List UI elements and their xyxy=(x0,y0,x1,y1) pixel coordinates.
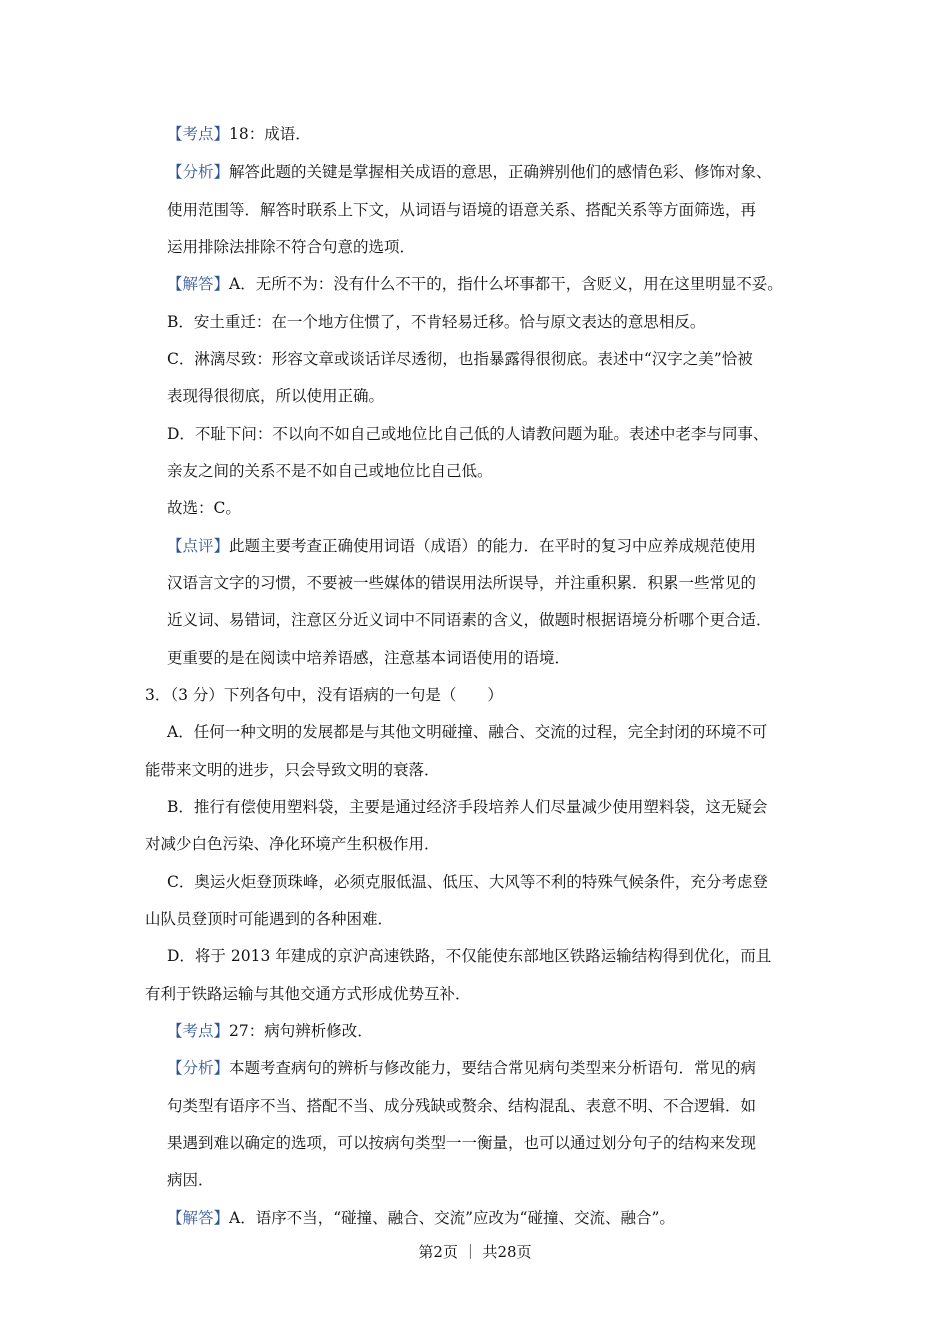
line-text: 对减少白色污染、净化环境产生积极作用． xyxy=(145,835,440,853)
line-text: 句类型有语序不当、搭配不当、成分残缺或赘余、结构混乱、表意不明、不合逻辑．如 xyxy=(167,1097,757,1115)
line-text: 果遇到难以确定的选项，可以按病句类型一一衡量，也可以通过划分句子的结构来发现 xyxy=(167,1134,757,1152)
text-line xyxy=(167,236,415,258)
page-footer: 第2页 ｜ 共28页 xyxy=(418,1243,532,1261)
text-line xyxy=(167,1132,756,1154)
text-line xyxy=(145,908,393,930)
line-text: 近义词、易错词，注意区分近义词中不同语素的含义，做题时根据语境分析哪个更合适． xyxy=(167,611,772,629)
section-tag: 【考点】 xyxy=(167,1022,230,1040)
text-line xyxy=(167,348,753,370)
text-line xyxy=(167,1095,756,1117)
line-text: 27：病句辨析修改． xyxy=(229,1022,373,1040)
text-line xyxy=(167,423,768,445)
line-text: D．将于 2013 年建成的京沪高速铁路，不仅能使东部地区铁路运输结构得到优化，而且 xyxy=(167,947,772,965)
text-line xyxy=(167,273,783,295)
line-text: 此题主要考查正确使用词语（成语）的能力．在平时的复习中应养成规范使用 xyxy=(229,537,757,555)
text-line xyxy=(167,1207,675,1229)
text-line xyxy=(167,609,772,631)
line-text: 更重要的是在阅读中培养语感，注意基本词语使用的语境． xyxy=(167,649,571,667)
section-tag: 【考点】 xyxy=(167,125,230,143)
text-line xyxy=(167,497,241,519)
text-line xyxy=(167,199,756,221)
line-text: 表现得很彻底，所以使用正确。 xyxy=(167,387,385,405)
line-text: 亲友之间的关系不是不如自己或地位比自己低。 xyxy=(167,462,493,480)
line-text: 18：成语． xyxy=(229,125,311,143)
text-line xyxy=(167,572,756,594)
line-text: 有利于铁路运输与其他交通方式形成优势互补． xyxy=(145,985,471,1003)
text-line xyxy=(167,871,768,893)
section-tag: 【点评】 xyxy=(167,537,230,555)
text-line xyxy=(167,1020,373,1042)
line-text: D．不耻下问：不以向不如自己或地位比自己低的人请教问题为耻。表述中老李与同事、 xyxy=(167,425,769,443)
text-line xyxy=(167,1169,214,1191)
text-line xyxy=(167,1057,756,1079)
text-line xyxy=(167,161,772,183)
line-text: C．奥运火炬登顶珠峰，必须克服低温、低压、大风等不利的特殊气候条件，充分考虑登 xyxy=(167,873,768,891)
section-tag: 【分析】 xyxy=(167,163,230,181)
text-line xyxy=(167,460,493,482)
line-text: 解答此题的关键是掌握相关成语的意思，正确辨别他们的感情色彩、修饰对象、 xyxy=(229,163,772,181)
line-text: B．安土重迁：在一个地方住惯了，不肯轻易迁移。恰与原文表达的意思相反。 xyxy=(167,313,706,331)
section-tag: 【解答】 xyxy=(167,1209,230,1227)
line-text: C．淋漓尽致：形容文章或谈话详尽透彻，也指暴露得很彻底。表述中“汉字之美”恰被 xyxy=(167,350,753,368)
text-line xyxy=(167,721,767,743)
text-line xyxy=(167,796,767,818)
section-tag: 【解答】 xyxy=(167,275,230,293)
text-line xyxy=(167,535,756,557)
text-line xyxy=(145,983,471,1005)
line-text: A．语序不当，“碰撞、融合、交流”应改为“碰撞、交流、融合”。 xyxy=(229,1209,675,1227)
line-text: 能带来文明的进步，只会导致文明的衰落． xyxy=(145,761,440,779)
text-line xyxy=(167,311,705,333)
line-text: 使用范围等．解答时联系上下文，从词语与语境的语意关系、搭配关系等方面筛选，再 xyxy=(167,201,757,219)
line-text: 病因． xyxy=(167,1171,214,1189)
section-tag: 【分析】 xyxy=(167,1059,230,1077)
line-text: 3．（3 分）下列各句中，没有语病的一句是（ ） xyxy=(145,686,503,704)
line-text: 故选：C。 xyxy=(167,499,241,517)
line-text: 运用排除法排除不符合句意的选项． xyxy=(167,238,416,256)
text-line xyxy=(145,759,440,781)
text-line xyxy=(167,945,771,967)
line-text: B．推行有偿使用塑料袋，主要是通过经济手段培养人们尽量减少使用塑料袋，这无疑会 xyxy=(167,798,768,816)
line-text: A．任何一种文明的发展都是与其他文明碰撞、融合、交流的过程，完全封闭的环境不可 xyxy=(167,723,768,741)
text-line xyxy=(145,684,503,706)
line-text: 汉语言文字的习惯，不要被一些媒体的错误用法所误导，并注重积累．积累一些常见的 xyxy=(167,574,757,592)
text-line xyxy=(167,123,311,145)
line-text: 本题考查病句的辨析与修改能力，要结合常见病句类型来分析语句．常见的病 xyxy=(229,1059,757,1077)
text-line xyxy=(167,647,570,669)
line-text: 山队员登顶时可能遇到的各种困难． xyxy=(145,910,394,928)
text-line xyxy=(145,833,440,855)
text-line xyxy=(167,385,384,407)
line-text: A．无所不为：没有什么不干的，指什么坏事都干，含贬义，用在这里明显不妥。 xyxy=(229,275,783,293)
